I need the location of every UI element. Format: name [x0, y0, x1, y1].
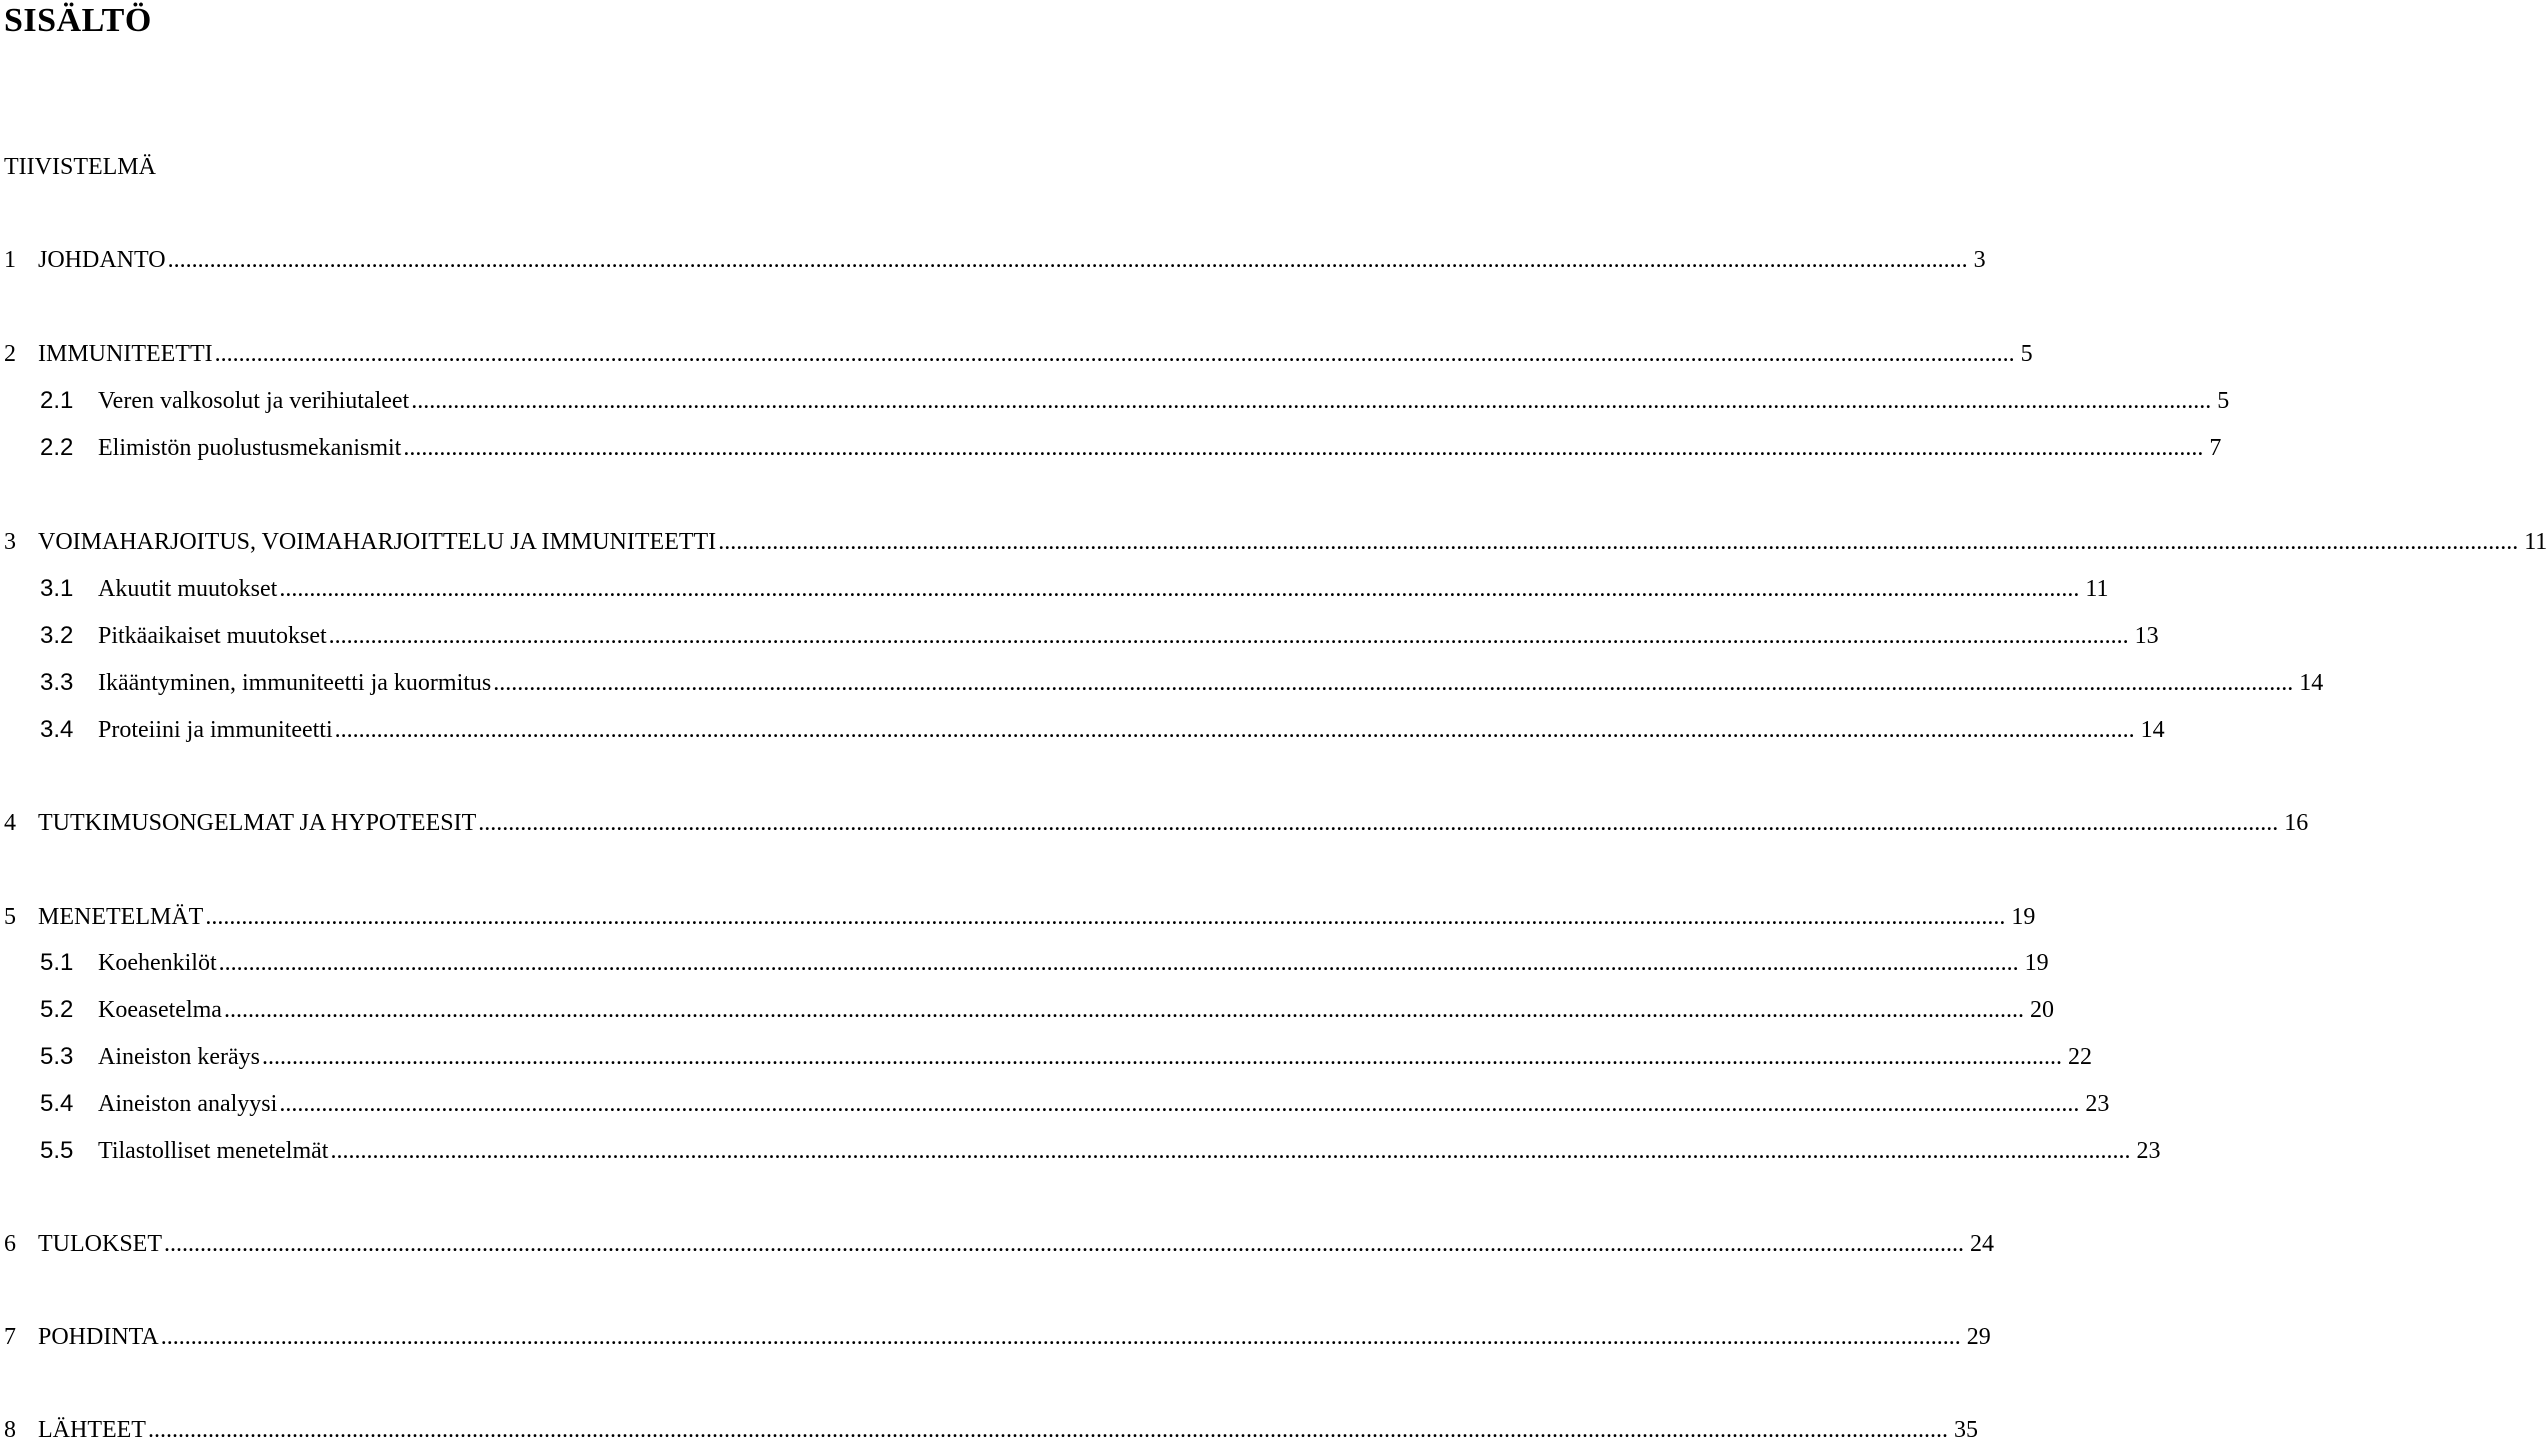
toc-leader-dots: ............................................................................................................................................................................................................................................................................................................ [330, 1138, 2131, 1164]
toc-entry-label: Koehenkilöt [98, 950, 217, 976]
toc-leader-dots: ............................................................................................................................................................................................................................................................................................................ [160, 1324, 1961, 1350]
toc-leader-dots: ............................................................................................................................................................................................................................................................................................................ [205, 904, 2006, 930]
toc-entry-label: Aineiston keräys [98, 1044, 260, 1070]
toc-entry-label: Aineiston analyysi [98, 1091, 278, 1117]
toc-page-number: 5 [2217, 388, 2230, 414]
toc-leader-dots: ............................................................................................................................................................................................................................................................................................................ [493, 670, 2294, 696]
toc-page-number: 3 [1973, 247, 1986, 273]
toc-page-number: 24 [1969, 1231, 1994, 1257]
toc-entry-number: 5 [4, 904, 16, 930]
toc-leader-dots: ............................................................................................................................................................................................................................................................................................................ [328, 623, 2129, 649]
toc-page-number: 16 [2284, 810, 2309, 836]
toc-entry-number: 3.3 [40, 669, 74, 696]
toc-entry-number: 7 [4, 1324, 16, 1350]
toc-leader-dots: ............................................................................................................................................................................................................................................................................................................ [279, 576, 2080, 602]
toc-leader-dots: ............................................................................................................................................................................................................................................................................................................ [261, 1044, 2062, 1070]
toc-entry-number: 5.2 [40, 996, 74, 1023]
toc-page-number: 20 [2029, 997, 2054, 1023]
toc-entry-number: 3.2 [40, 622, 74, 649]
toc-entry-label: Elimistön puolustusmekanismit [98, 435, 402, 461]
toc-entry-5-1[interactable] [0, 948, 2049, 978]
toc-leader-dots: ............................................................................................................................................................................................................................................................................................................ [147, 1417, 1948, 1443]
toc-page-number: 13 [2134, 623, 2159, 649]
toc-leader-dots: ............................................................................................................................................................................................................................................................................................................ [334, 717, 2135, 743]
toc-entry-2-1[interactable] [0, 386, 2230, 416]
toc-leader-dots: ............................................................................................................................................................................................................................................................................................................ [214, 341, 2015, 367]
toc-leader-dots: ............................................................................................................................................................................................................................................................................................................ [478, 810, 2279, 836]
toc-leader-dots: ............................................................................................................................................................................................................................................................................................................ [218, 950, 2019, 976]
toc-entry-number: 1 [4, 247, 16, 273]
toc-page-number: 5 [2020, 341, 2033, 367]
toc-entry-8[interactable] [0, 1415, 1978, 1445]
toc-abstract-heading: TIIVISTELMÄ [4, 154, 156, 180]
toc-entry-label: VOIMAHARJOITUS, VOIMAHARJOITTELU JA IMMUNITEETTI [38, 529, 717, 555]
toc-page-number: 35 [1953, 1417, 1978, 1443]
toc-page-number: 14 [2299, 670, 2324, 696]
toc-entry-number: 3 [4, 529, 16, 555]
toc-entry-number: 2 [4, 341, 16, 367]
toc-leader-dots: ............................................................................................................................................................................................................................................................................................................ [279, 1091, 2080, 1117]
toc-entry-5[interactable] [0, 902, 2036, 932]
toc-entry-number: 6 [4, 1231, 16, 1257]
toc-page-number: 29 [1966, 1324, 1991, 1350]
toc-entry-label: POHDINTA [38, 1324, 159, 1350]
toc-entry-number: 5.5 [40, 1137, 74, 1164]
toc-entry-number: 2.2 [40, 434, 74, 461]
toc-entry-label: Tilastolliset menetelmät [98, 1138, 329, 1164]
toc-entry-number: 5.3 [40, 1043, 74, 1070]
toc-entry-number: 8 [4, 1417, 16, 1443]
toc-page-number: 19 [2011, 904, 2036, 930]
toc-entry-label: Pitkäaikaiset muutokset [98, 623, 327, 649]
toc-entry-3[interactable] [0, 527, 2547, 557]
toc-entry-3-3[interactable] [0, 668, 2324, 698]
toc-entry-5-4[interactable] [0, 1089, 2110, 1119]
toc-entry-label: IMMUNITEETTI [38, 341, 213, 367]
toc-entry-3-4[interactable] [0, 715, 2165, 745]
toc-entry-label: LÄHTEET [38, 1417, 146, 1443]
toc-entry-number: 3.4 [40, 716, 74, 743]
toc-entry-label: Ikääntyminen, immuniteetti ja kuormitus [98, 670, 492, 696]
toc-entry-label: TULOKSET [38, 1231, 162, 1257]
toc-entry-1[interactable] [0, 245, 1986, 275]
toc-page-number: 11 [2524, 529, 2547, 555]
toc-entry-5-3[interactable] [0, 1042, 2092, 1072]
toc-entry-3-1[interactable] [0, 574, 2109, 604]
toc-page-number: 22 [2067, 1044, 2092, 1070]
toc-entry-4[interactable] [0, 808, 2309, 838]
toc-entry-number: 5.1 [40, 949, 74, 976]
toc-leader-dots: ............................................................................................................................................................................................................................................................................................................ [223, 997, 2024, 1023]
toc-page-number: 23 [2085, 1091, 2110, 1117]
toc-entry-number: 2.1 [40, 387, 74, 414]
toc-entry-label: Koeasetelma [98, 997, 222, 1023]
toc-leader-dots: ............................................................................................................................................................................................................................................................................................................ [411, 388, 2212, 414]
toc-page-number: 14 [2140, 717, 2165, 743]
toc-page-number: 11 [2085, 576, 2109, 602]
toc-entry-label: Veren valkosolut ja verihiutaleet [98, 388, 410, 414]
toc-entry-label: Proteiini ja immuniteetti [98, 717, 333, 743]
toc-leader-dots: ............................................................................................................................................................................................................................................................................................................ [403, 435, 2204, 461]
toc-page-number: 19 [2024, 950, 2049, 976]
toc-page-number: 7 [2209, 435, 2222, 461]
toc-entry-label: TUTKIMUSONGELMAT JA HYPOTEESIT [38, 810, 477, 836]
toc-entry-7[interactable] [0, 1322, 1991, 1352]
toc-entry-2-2[interactable] [0, 433, 2222, 463]
toc-leader-dots: ............................................................................................................................................................................................................................................................................................................ [163, 1231, 1964, 1257]
page-title: SISÄLTÖ [4, 2, 152, 39]
toc-leader-dots: ............................................................................................................................................................................................................................................................................................................ [167, 247, 1968, 273]
toc-entry-number: 4 [4, 810, 16, 836]
toc-page-number: 23 [2136, 1138, 2161, 1164]
toc-entry-label: MENETELMÄT [38, 904, 204, 930]
toc-entry-2[interactable] [0, 339, 2033, 369]
toc-entry-label: Akuutit muutokset [98, 576, 278, 602]
toc-entry-label: JOHDANTO [38, 247, 166, 273]
toc-leader-dots: ............................................................................................................................................................................................................................................................................................................ [718, 529, 2519, 555]
toc-entry-3-2[interactable] [0, 621, 2159, 651]
toc-entry-5-2[interactable] [0, 995, 2054, 1025]
toc-entry-number: 3.1 [40, 575, 74, 602]
toc-entry-number: 5.4 [40, 1090, 74, 1117]
toc-entry-5-5[interactable] [0, 1136, 2161, 1166]
toc-entry-6[interactable] [0, 1229, 1994, 1259]
